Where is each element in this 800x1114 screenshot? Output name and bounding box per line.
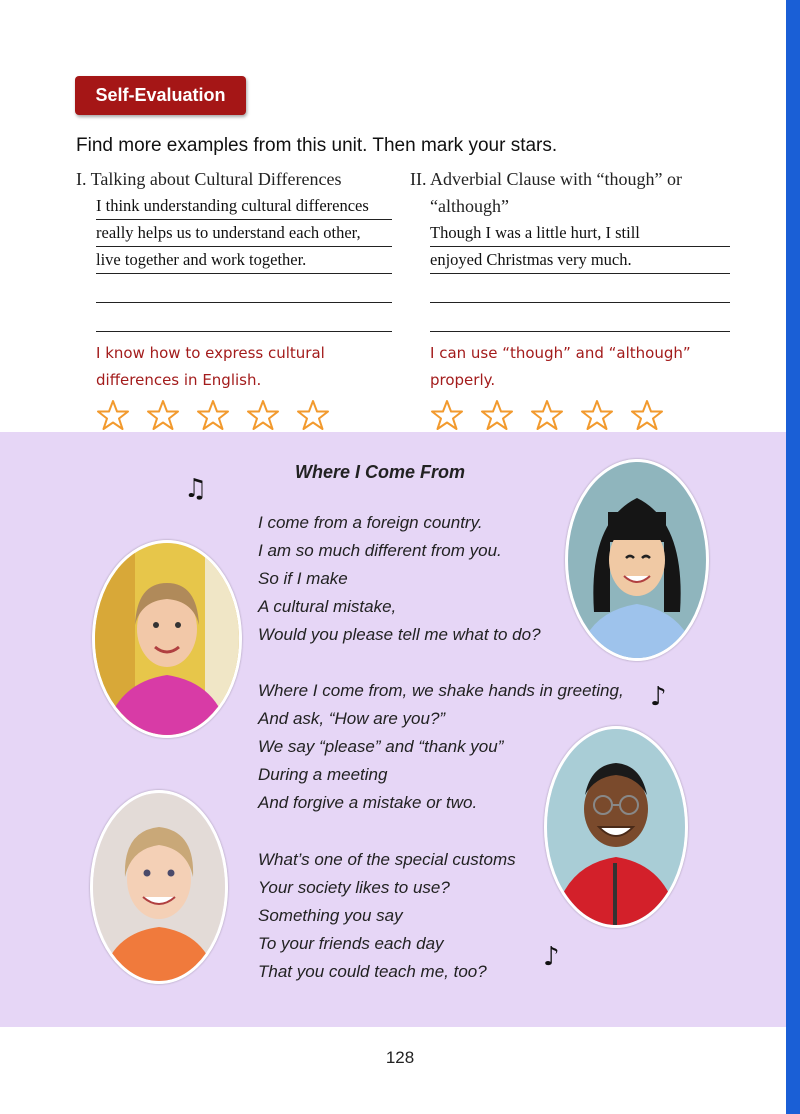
star-icon[interactable] bbox=[146, 399, 180, 431]
star-icon[interactable] bbox=[96, 399, 130, 431]
section-heading: II. Adverbial Clause with “though” or bbox=[410, 169, 682, 189]
blank-line[interactable] bbox=[96, 278, 392, 303]
blank-line[interactable] bbox=[96, 307, 392, 332]
star-icon[interactable] bbox=[196, 399, 230, 431]
blank-line[interactable] bbox=[430, 278, 730, 303]
verse bbox=[258, 509, 541, 649]
example-line[interactable]: live together and work together. bbox=[96, 247, 392, 274]
can-do-statement bbox=[96, 340, 392, 394]
verse-line: I come from a foreign country. bbox=[258, 513, 483, 532]
star-rating bbox=[96, 399, 392, 431]
star-icon[interactable] bbox=[246, 399, 280, 431]
star-icon[interactable] bbox=[480, 399, 514, 431]
verse bbox=[258, 846, 516, 986]
can-do-line: I can use “though” and “although” bbox=[430, 344, 691, 362]
verse-line: I am so much different from you. bbox=[258, 541, 502, 560]
star-icon[interactable] bbox=[630, 399, 664, 431]
verse-line: Something you say bbox=[258, 906, 403, 925]
verse-line: So if I make bbox=[258, 569, 348, 588]
star-icon[interactable] bbox=[530, 399, 564, 431]
page-edge-bar bbox=[786, 0, 800, 1114]
section-heading-cont: “although” bbox=[430, 196, 509, 216]
section-heading: I. Talking about Cultural Differences bbox=[76, 169, 342, 189]
example-line[interactable]: Though I was a little hurt, I still bbox=[430, 220, 730, 247]
verse-line: What’s one of the special customs bbox=[258, 850, 516, 869]
music-note-icon: ♫ bbox=[184, 474, 208, 504]
star-rating bbox=[430, 399, 730, 431]
verse-line: That you could teach me, too? bbox=[258, 962, 487, 981]
verse-line: And ask, “How are you?” bbox=[258, 709, 446, 728]
song-section bbox=[0, 432, 786, 1027]
verse-line: Would you please tell me what to do? bbox=[258, 625, 541, 644]
star-icon[interactable] bbox=[580, 399, 614, 431]
section-adverbial-clause bbox=[410, 166, 730, 431]
verse-line: We say “please” and “thank you” bbox=[258, 737, 504, 756]
boy-portrait-photo bbox=[544, 726, 688, 928]
verse-line: Your society likes to use? bbox=[258, 878, 450, 897]
verse-line: To your friends each day bbox=[258, 934, 444, 953]
verse-line: A cultural mistake, bbox=[258, 597, 397, 616]
verse-line: Where I come from, we shake hands in greeting, bbox=[258, 681, 624, 700]
music-note-icon: ♪ bbox=[650, 682, 667, 712]
page-number: 128 bbox=[385, 1048, 415, 1067]
can-do-line: differences in English. bbox=[96, 371, 262, 389]
instruction-text: Find more examples from this unit. Then mark your stars. bbox=[76, 135, 558, 156]
can-do-line: properly. bbox=[430, 371, 496, 389]
girl-portrait-photo bbox=[90, 790, 228, 984]
song-title: Where I Come From bbox=[295, 462, 466, 482]
example-line[interactable]: enjoyed Christmas very much. bbox=[430, 247, 730, 274]
music-note-icon: ♪ bbox=[543, 942, 560, 972]
girl-portrait-photo bbox=[565, 459, 709, 661]
example-line[interactable]: I think understanding cultural differences bbox=[96, 193, 392, 220]
writing-lines bbox=[96, 193, 392, 332]
verse-line: During a meeting bbox=[258, 765, 388, 784]
section-badge: Self-Evaluation bbox=[75, 76, 246, 115]
example-line[interactable]: really helps us to understand each other, bbox=[96, 220, 392, 247]
star-icon[interactable] bbox=[296, 399, 330, 431]
star-icon[interactable] bbox=[430, 399, 464, 431]
verse-line: And forgive a mistake or two. bbox=[258, 793, 478, 812]
can-do-line: I know how to express cultural bbox=[96, 344, 325, 362]
section-cultural-differences bbox=[76, 166, 392, 431]
writing-lines bbox=[430, 220, 730, 332]
girl-portrait-photo bbox=[92, 540, 242, 738]
blank-line[interactable] bbox=[430, 307, 730, 332]
can-do-statement bbox=[430, 340, 730, 394]
